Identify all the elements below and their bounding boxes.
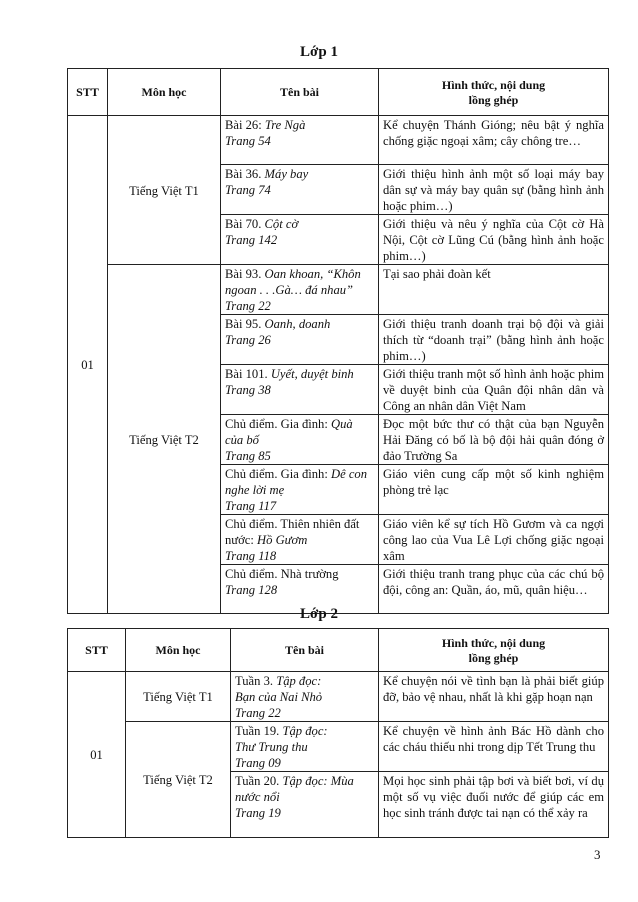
- header-subject: Môn học: [126, 629, 231, 672]
- lesson-page: Trang 128: [225, 583, 278, 597]
- content-cell: Giới thiệu hình ảnh một số loại máy bay dân sự và máy bay quân sự (bằng hình ảnh hoặc phim…): [379, 165, 609, 215]
- lesson-line2: Bạn của Nai Nhỏ: [235, 690, 323, 704]
- lesson-prefix: Bài 70.: [225, 217, 265, 231]
- lesson-prefix: Chủ điểm. Nhà trường: [225, 567, 339, 581]
- header-form-line2: lồng ghép: [468, 92, 519, 107]
- content-cell: Giáo viên cung cấp một số kinh nghiệm phòng trẻ lạc: [379, 465, 609, 515]
- lesson-title: Oan khoan, “Khôn ngoan . . .Gà… đá nhau”: [225, 267, 361, 297]
- lesson-title: Hồ Gươm: [257, 533, 308, 547]
- lesson-page: Trang 26: [225, 333, 271, 347]
- lesson-cell: [221, 365, 379, 415]
- content-cell: Tại sao phải đoàn kết: [379, 265, 609, 315]
- table-header-row: [68, 69, 609, 116]
- lesson-page: Trang 74: [225, 183, 271, 197]
- lesson-cell: [221, 315, 379, 365]
- header-lesson: Tên bài: [221, 69, 379, 116]
- lesson-title: Tập đọc:: [282, 724, 328, 738]
- header-stt: STT: [68, 69, 108, 116]
- lesson-prefix: Bài 26:: [225, 118, 265, 132]
- header-form-line1: Hình thức, nội dung: [441, 635, 546, 650]
- content-cell: Mọi học sinh phải tập bơi và biết bơi, ví dụ một số vụ việc đuối nước để giúp các em học sinh tránh được tai nạn có thể xảy ra: [379, 772, 609, 838]
- content-cell: Giáo viên kể sự tích Hồ Gươm và ca ngợi công lao của Vua Lê Lợi chống giặc ngoại xâm: [379, 515, 609, 565]
- table-row: [68, 116, 609, 165]
- lesson-page: Trang 22: [225, 299, 271, 313]
- lesson-cell: [221, 515, 379, 565]
- subject-cell: Tiếng Việt T1: [126, 672, 231, 722]
- lesson-prefix: Bài 101.: [225, 367, 271, 381]
- grade2-table: [67, 628, 609, 838]
- lesson-page: Trang 09: [235, 756, 281, 770]
- lesson-prefix: Bài 95.: [225, 317, 265, 331]
- grade2-title: Lớp 2: [300, 606, 338, 622]
- lesson-title: Máy bay: [264, 167, 309, 181]
- lesson-page: Trang 118: [225, 549, 277, 563]
- header-form-line1: Hình thức, nội dung: [441, 77, 546, 92]
- lesson-title: Uyết, duyệt binh: [270, 367, 354, 381]
- stt-cell: 01: [68, 116, 108, 614]
- content-cell: Kể chuyện Thánh Gióng; nêu bật ý nghĩa chống giặc ngoại xâm; cây chông tre…: [379, 116, 609, 165]
- lesson-prefix: Chủ điểm. Gia đình:: [225, 467, 331, 481]
- header-stt: STT: [68, 629, 126, 672]
- grade1-table: [67, 68, 609, 614]
- lesson-cell: [221, 265, 379, 315]
- lesson-cell: [231, 722, 379, 772]
- lesson-prefix: Bài 36.: [225, 167, 265, 181]
- content-cell: Giới thiệu tranh trang phục của các chú bộ đội, công an: Quần, áo, mũ, quân hiệu…: [379, 565, 609, 614]
- lesson-page: Trang 22: [235, 706, 281, 720]
- lesson-cell: [221, 165, 379, 215]
- lesson-title: Oanh, doanh: [264, 317, 331, 331]
- lesson-prefix: Tuần 20.: [235, 774, 283, 788]
- header-form: [379, 629, 609, 672]
- lesson-prefix: Tuần 3.: [235, 674, 277, 688]
- header-form-line2: lồng ghép: [468, 650, 519, 665]
- lesson-title: Dê con nghe lời mẹ: [225, 467, 368, 497]
- content-cell: Giới thiệu tranh doanh trại bộ đội và giải thích từ “doanh trại” (bằng hình ảnh hoặc phim…): [379, 315, 609, 365]
- header-lesson: Tên bài: [231, 629, 379, 672]
- lesson-cell: [221, 215, 379, 265]
- table-row: [68, 722, 609, 772]
- header-subject: Môn học: [108, 69, 221, 116]
- lesson-cell: [221, 116, 379, 165]
- lesson-title: Quà của bố: [225, 417, 353, 447]
- subject-cell: Tiếng Việt T2: [126, 722, 231, 838]
- content-cell: Kể chuyện về hình ảnh Bác Hồ dành cho các cháu thiếu nhi trong dịp Tết Trung thu: [379, 722, 609, 772]
- lesson-cell: [231, 672, 379, 722]
- lesson-cell: [231, 772, 379, 838]
- content-cell: Giới thiệu và nêu ý nghĩa của Cột cờ Hà Nội, Cột cờ Lũng Cú (bằng hình ảnh hoặc phim…): [379, 215, 609, 265]
- header-form: [379, 69, 609, 116]
- lesson-prefix: Bài 93.: [225, 267, 265, 281]
- content-cell: Kể chuyện nói về tình bạn là phải biết giúp đỡ, bảo vệ nhau, nhất là khi gặp hoạn nạn: [379, 672, 609, 722]
- subject-cell: Tiếng Việt T2: [108, 265, 221, 614]
- lesson-page: Trang 38: [225, 383, 271, 397]
- content-cell: Giới thiệu tranh một số hình ảnh hoặc phim về duyệt binh của Quân đội nhân dân và Công an nhân dân Việt Nam: [379, 365, 609, 415]
- lesson-prefix: Tuần 19.: [235, 724, 283, 738]
- table-row: [68, 672, 609, 722]
- lesson-title: Tập đọc:: [276, 674, 322, 688]
- subject-cell: Tiếng Việt T1: [108, 116, 221, 265]
- table-row: [68, 265, 609, 315]
- page-number: 3: [594, 847, 601, 862]
- table-header-row: [68, 629, 609, 672]
- lesson-prefix: Chủ điểm. Thiên nhiên đất nước:: [225, 517, 360, 547]
- lesson-title: Tre Ngà: [264, 118, 306, 132]
- content-cell: Đọc một bức thư có thật của bạn Nguyễn Hải Đăng có bố là bộ đội hải quân đóng ở đảo Trường Sa: [379, 415, 609, 465]
- lesson-page: Trang 19: [235, 806, 281, 820]
- lesson-page: Trang 85: [225, 449, 271, 463]
- grade1-title: Lớp 1: [300, 44, 338, 60]
- stt-cell: 01: [68, 672, 126, 838]
- lesson-title: Tập đọc: Mùa nước nổi: [235, 774, 354, 804]
- lesson-page: Trang 117: [225, 499, 277, 513]
- lesson-title: Cột cờ: [264, 217, 299, 231]
- lesson-page: Trang 54: [225, 134, 271, 148]
- lesson-cell: [221, 465, 379, 515]
- lesson-prefix: Chủ điểm. Gia đình:: [225, 417, 331, 431]
- lesson-line2: Thư Trung thu: [235, 740, 308, 754]
- lesson-page: Trang 142: [225, 233, 278, 247]
- lesson-cell: [221, 415, 379, 465]
